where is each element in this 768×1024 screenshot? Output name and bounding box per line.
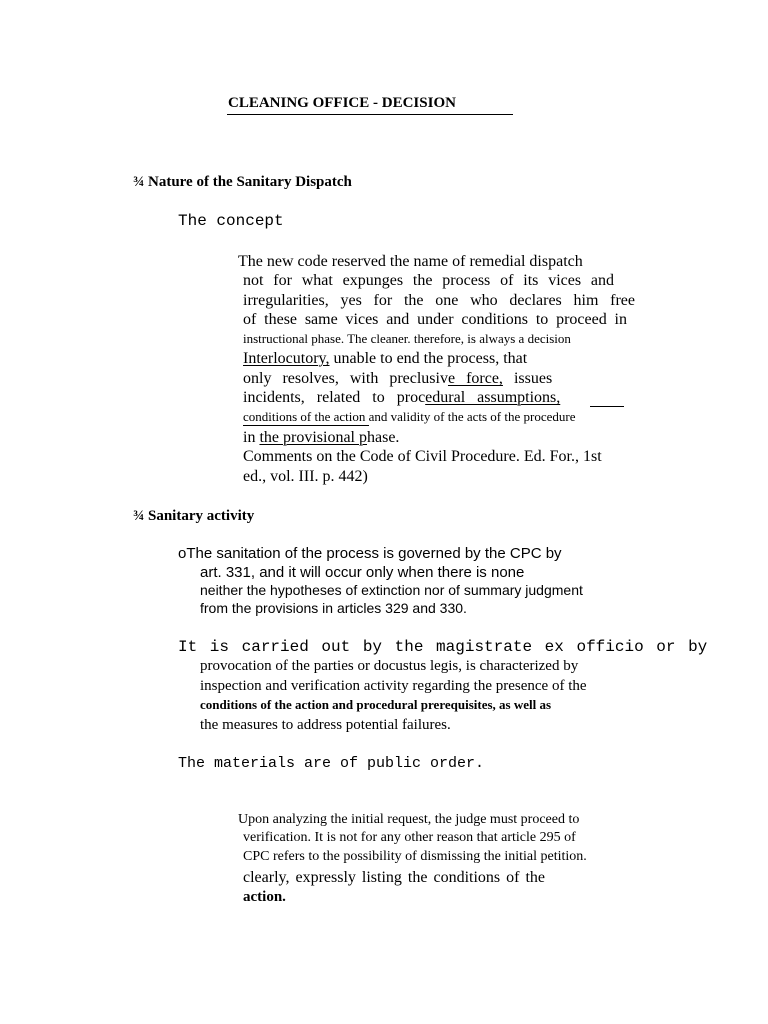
bullet-line: art. 331, and it will occur only when there is none: [200, 564, 525, 581]
page-title: CLEANING OFFICE - DECISION: [228, 95, 456, 111]
underlined-term: edural assumptions,: [425, 389, 561, 406]
bullet-line: oThe sanitation of the process is governed by the CPC by: [178, 545, 562, 562]
subheading-concept: The concept: [178, 212, 284, 230]
paragraph-line: only resolves, with preclusive force, issues: [243, 370, 553, 387]
citation-line: ed., vol. III. p. 442): [243, 468, 368, 485]
paragraph-line: The new code reserved the name of remedial dispatch: [238, 253, 583, 270]
paragraph-line: provocation of the parties or docustus legis, is characterized by: [200, 658, 579, 674]
paragraph-line: CPC refers to the possibility of dismissing the initial petition.: [243, 849, 587, 864]
paragraph-line: conditions of the action and procedural prerequisites, as well as: [200, 697, 552, 712]
bullet-line: neither the hypotheses of extinction nor of summary judgment: [200, 582, 583, 598]
paragraph-line: action.: [243, 889, 286, 905]
paragraph-line: in the provisional phase.: [243, 429, 400, 446]
paragraph-line: irregularities, yes for the one who declares him free: [243, 292, 635, 309]
paragraph-line: of these same vices and under conditions to proceed in: [243, 311, 627, 328]
materials-line: The materials are of public order.: [178, 755, 485, 772]
paragraph-line: It is carried out by the magistrate ex officio or by: [178, 638, 708, 656]
paragraph-line: clearly, expressly listing the conditions of the: [243, 869, 546, 886]
underlined-term: Interlocutory,: [243, 350, 330, 367]
paragraph-line: verification. It is not for any other reason that article 295 of: [243, 830, 576, 845]
section-heading-activity: ¾ Sanitary activity: [133, 508, 255, 524]
underlined-term: the provisional p: [259, 429, 367, 446]
citation-line: Comments on the Code of Civil Procedure. Ed. For., 1st: [243, 448, 602, 465]
paragraph-line: instructional phase. The cleaner. therefore, is always a decision: [243, 331, 571, 346]
paragraph-line: the measures to address potential failures.: [200, 717, 451, 733]
underline-segment: [243, 425, 369, 426]
title-underline: [227, 114, 513, 115]
bullet-marker: o: [178, 545, 187, 562]
underlined-term: e force,: [447, 370, 503, 387]
paragraph-line: conditions of the action and validity of the acts of the procedure: [243, 409, 576, 424]
paragraph-line: incidents, related to procedural assumptions,: [243, 389, 561, 406]
paragraph-line: Interlocutory, unable to end the process, that: [243, 350, 528, 367]
paragraph-line: inspection and verification activity regarding the presence of the: [200, 678, 587, 694]
section-heading-nature: ¾ Nature of the Sanitary Dispatch: [133, 174, 352, 190]
underline-segment: [590, 406, 624, 407]
paragraph-line: not for what expunges the process of its vices and: [243, 272, 614, 289]
bullet-line: from the provisions in articles 329 and 330.: [200, 600, 467, 616]
paragraph-line: Upon analyzing the initial request, the judge must proceed to: [238, 812, 580, 827]
